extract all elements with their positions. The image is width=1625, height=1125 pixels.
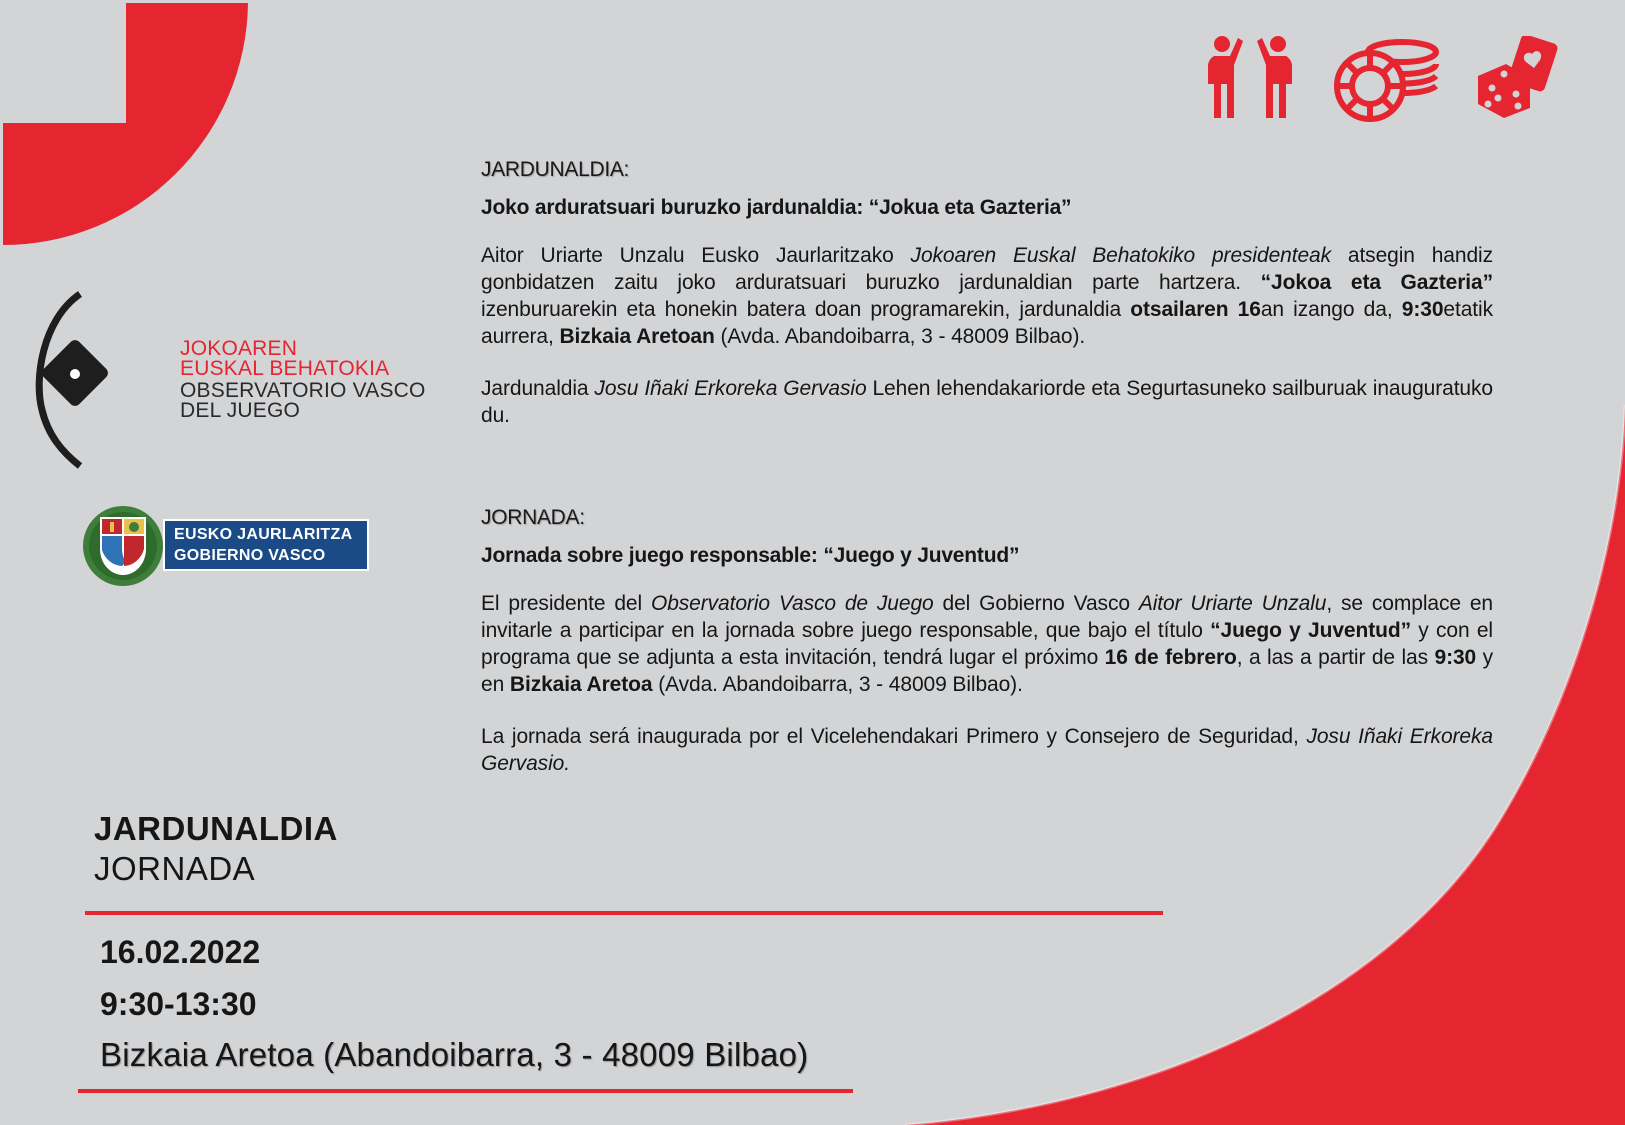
divider-top <box>85 911 1163 915</box>
government-banner <box>163 519 369 571</box>
spanish-paragraph-1: El presidente del Observatorio Vasco de Juego del Gobierno Vasco Aitor Uriarte Unzalu, se complace en invitarle a participar en la jornada sobre juego responsable, que bajo el título “Juego y Juventud” y con el programa que se adjunta a esta invitación, tendrá lugar el próximo 16 de febrero, a las a partir de las 9:30 y en Bizkaia Aretoa (Avda. Abandoibarra, 3 - 48009 Bilbao). <box>481 592 1494 696</box>
basque-title: Joko arduratsuari buruzko jardunaldia: “Jokua eta Gazteria” <box>481 196 1072 219</box>
event-title-es: JORNADA <box>94 850 256 887</box>
event-date: 16.02.2022 <box>100 934 261 970</box>
government-name-es: GOBIERNO VASCO <box>174 547 326 564</box>
government-name-eu: EUSKO JAURLARITZA <box>174 526 353 543</box>
basque-paragraph-2: Jardunaldia Josu Iñaki Erkoreka Gervasio Lehen lehendakariorde eta Segurtasuneko sailburuak inauguratuko du. <box>481 377 1493 427</box>
observatory-name-eu-1: JOKOAREN <box>180 337 298 360</box>
observatory-logo-icon <box>32 290 122 470</box>
divider-bottom <box>78 1089 853 1093</box>
dice-cards-icon <box>1474 36 1558 118</box>
basque-label: JARDUNALDIA: <box>481 158 630 181</box>
government-shield-icon <box>80 503 166 589</box>
basque-section <box>481 158 1493 429</box>
observatory-name-eu-2: EUSKAL BEHATOKIA <box>180 357 390 380</box>
spanish-paragraph-2: La jornada será inaugurada por el Vicelehendakari Primero y Consejero de Seguridad, Josu Iñaki Erkoreka Gervasio. <box>481 725 1493 775</box>
observatory-name-es-1: OBSERVATORIO VASCO <box>180 379 426 402</box>
spanish-label: JORNADA: <box>481 506 585 529</box>
people-high-five-icon <box>1204 34 1296 118</box>
event-time: 9:30-13:30 <box>100 986 257 1022</box>
observatory-name <box>180 339 426 421</box>
basque-paragraph-1: Aitor Uriarte Unzalu Eusko Jaurlaritzako Jokoaren Euskal Behatokiko presidenteak atsegin handiz gonbidatzen zaitu joko arduratsuari buruzko jardunaldian parte hartzera. “Jokoa eta Gazteria” izenburuarekin eta honekin batera doan programarekin, jardunaldia otsailaren 16an izango da, 9:30etatik aurrera, Bizkaia Aretoan (Avda. Abandoibarra, 3 - 48009 Bilbao). <box>481 244 1493 348</box>
event-title-eu: JARDUNALDIA <box>94 810 338 847</box>
casino-chips-icon <box>1330 38 1442 122</box>
observatory-name-es-2: DEL JUEGO <box>180 399 301 422</box>
event-place: Bizkaia Aretoa (Abandoibarra, 3 - 48009 Bilbao) <box>100 1036 809 1073</box>
spanish-section <box>481 506 1493 777</box>
spanish-title: Jornada sobre juego responsable: “Juego y Juventud” <box>481 544 1020 567</box>
